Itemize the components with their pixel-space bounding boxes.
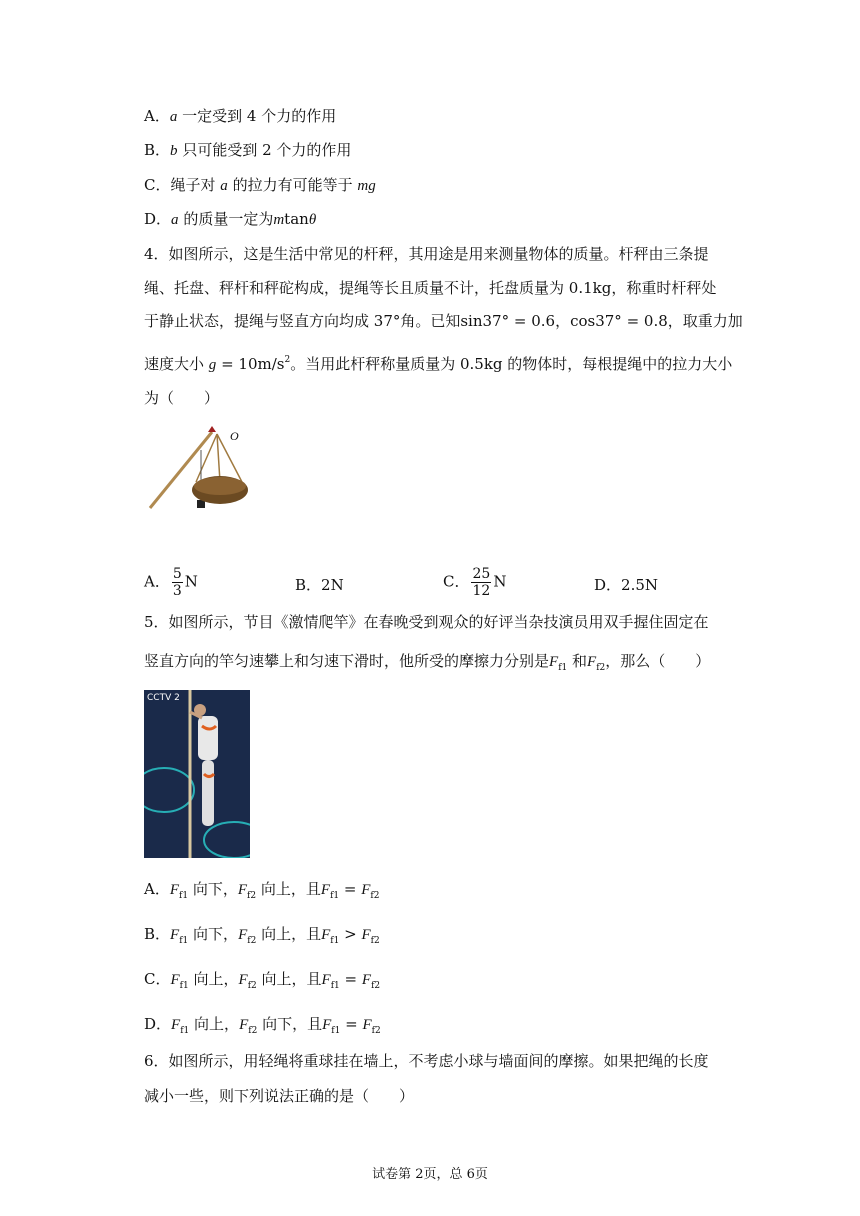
relation: =	[339, 880, 362, 898]
option-label: D．	[144, 1015, 172, 1033]
option-text: 向上，且	[261, 925, 322, 943]
text: ，那么（ ）	[605, 652, 711, 670]
unit: N	[184, 572, 198, 591]
subscript: f2	[371, 1026, 381, 1036]
option-text: 向上，	[193, 970, 239, 988]
option-label: B．	[144, 141, 171, 159]
option-text: tan	[284, 210, 309, 228]
hook-mark	[208, 426, 216, 432]
variable: F	[361, 882, 371, 898]
q4-option-a	[144, 566, 198, 599]
subscript: f1	[179, 936, 189, 946]
cos-value: cos37° = 0.8	[570, 312, 668, 330]
performer-legs	[202, 760, 214, 826]
variable: m	[273, 212, 285, 228]
performer-body	[198, 716, 218, 760]
option-label: C．	[443, 572, 470, 591]
steelyard-figure	[146, 420, 256, 515]
relation: =	[339, 970, 362, 988]
q4-line-4	[144, 350, 732, 375]
subscript: f1	[330, 891, 340, 901]
variable: a	[169, 109, 178, 125]
q4-line-2: 绳、托盘、秤杆和秤砣构成，提绳等长且质量不计，托盘质量为 0.1kg，称重时杆秤处	[144, 279, 717, 297]
subscript: f1	[179, 981, 189, 991]
rope-left	[196, 434, 217, 482]
variable: F	[320, 882, 331, 898]
variable: F	[549, 654, 559, 670]
variable: g	[208, 357, 217, 373]
subscript: f2	[370, 891, 380, 901]
numerator: 5	[172, 566, 182, 582]
q4-line-3	[144, 311, 743, 331]
text: ，取重力加	[667, 312, 743, 330]
q3-option-c	[144, 175, 376, 196]
relation: =	[340, 1015, 363, 1033]
subscript: f2	[371, 981, 381, 991]
option-text: 的拉力有可能等于	[232, 176, 353, 194]
text: 于静止状态，提绳与竖直方向均成 37°角。已知	[144, 312, 461, 330]
variable: F	[322, 1017, 332, 1033]
sin-value: sin37° = 0.6	[460, 312, 556, 330]
variable: F	[171, 1017, 181, 1033]
q3-option-d	[144, 209, 316, 230]
fraction	[172, 566, 183, 599]
variable: F	[587, 654, 597, 670]
option-label: B．	[295, 576, 322, 594]
q5-option-a	[144, 879, 379, 906]
variable: a	[171, 212, 179, 228]
q5-option-d	[144, 1014, 381, 1041]
subscript: f1	[179, 891, 189, 901]
option-text: 向下，	[192, 880, 238, 898]
option-text: 向上，且	[260, 880, 321, 898]
variable: a	[220, 178, 228, 194]
variable: F	[238, 972, 248, 988]
rope-middle	[217, 434, 220, 482]
text: 速度大小	[144, 355, 205, 373]
q5-option-b	[144, 924, 380, 951]
denominator: 3	[172, 583, 182, 599]
option-text: 向上，	[194, 1015, 240, 1033]
q4-option-d	[594, 575, 658, 595]
variable: F	[321, 972, 331, 988]
option-text: 只可能受到 2 个力的作用	[182, 141, 352, 159]
numerator: 25	[472, 566, 491, 582]
variable: F	[170, 927, 180, 943]
subscript: f1	[180, 1026, 190, 1036]
point-o-label: O	[230, 429, 239, 443]
variable: F	[170, 972, 180, 988]
variable: F	[239, 1017, 249, 1033]
variable: F	[237, 882, 248, 898]
subscript: f1	[330, 936, 340, 946]
text: 竖直方向的竿匀速攀上和匀速下滑时，他所受的摩擦力分别是	[144, 652, 550, 670]
variable: θ	[308, 212, 317, 228]
g-value: = 10m/s	[216, 355, 285, 373]
option-text: 2.5N	[621, 576, 659, 594]
variable: F	[169, 882, 180, 898]
option-text: 2N	[321, 576, 344, 594]
subscript: f1	[558, 663, 568, 673]
subscript: f2	[247, 891, 257, 901]
subscript: f2	[370, 936, 380, 946]
pole-climber-photo	[144, 690, 250, 858]
unit: N	[493, 572, 507, 591]
variable: F	[361, 972, 372, 988]
q4-line-5: 为（ ）	[144, 389, 220, 407]
option-text: 的质量一定为	[183, 210, 274, 228]
q6-line-2: 减小一些，则下列说法正确的是（ ）	[144, 1087, 415, 1105]
text: 和	[572, 652, 588, 670]
variable: F	[361, 927, 371, 943]
option-text: 一定受到 4 个力的作用	[182, 107, 337, 125]
subscript: f2	[248, 1026, 258, 1036]
option-label: C．	[144, 970, 171, 988]
page-footer: 试卷第 2页，总 6页	[372, 1167, 488, 1182]
fraction	[471, 566, 491, 599]
variable: mg	[357, 178, 376, 194]
q5-line-1: 5．如图所示，节目《激情爬竿》在春晚受到观众的好评当杂技演员用双手握住固定在	[144, 613, 709, 631]
q3-option-b	[144, 140, 351, 161]
q5-line-2	[144, 651, 710, 678]
option-text: 向下，且	[262, 1015, 323, 1033]
q5-option-c	[144, 969, 380, 996]
variable: F	[238, 927, 248, 943]
option-text: 向下，	[193, 925, 239, 943]
subscript: f2	[596, 663, 606, 673]
subscript: f2	[247, 981, 257, 991]
option-label: A．	[144, 880, 170, 898]
q6-line-1: 6．如图所示，用轻绳将重球挂在墙上，不考虑小球与墙面间的摩擦。如果把绳的长度	[144, 1052, 709, 1070]
q4-line-1: 4．如图所示，这是生活中常见的杆秤，其用途是用来测量物体的质量。杆秤由三条提	[144, 245, 709, 263]
tray-top	[194, 477, 246, 495]
option-text: 向上，且	[261, 970, 322, 988]
option-label: C．	[144, 176, 171, 194]
text: 。当用此杆秤称量质量为 0.5kg 的物体时，每根提绳中的拉力大小	[290, 355, 733, 373]
subscript: f1	[330, 981, 340, 991]
option-label: D．	[594, 576, 622, 594]
option-label: D．	[144, 210, 172, 228]
subscript: f1	[331, 1026, 341, 1036]
q3-option-a	[144, 106, 336, 127]
option-label: B．	[144, 925, 171, 943]
q4-option-b	[295, 575, 344, 595]
variable: F	[362, 1017, 372, 1033]
option-label: A．	[144, 572, 170, 591]
text: ，	[555, 312, 571, 330]
option-label: A．	[144, 107, 170, 125]
option-text: 绳子对	[170, 176, 216, 194]
channel-logo: CCTV 2	[147, 693, 180, 703]
subscript: f2	[247, 936, 257, 946]
relation: >	[339, 925, 362, 943]
q4-option-c	[443, 566, 506, 599]
variable: F	[321, 927, 331, 943]
exponent: 2	[284, 355, 291, 365]
variable: b	[170, 143, 178, 159]
denominator: 12	[472, 583, 491, 599]
